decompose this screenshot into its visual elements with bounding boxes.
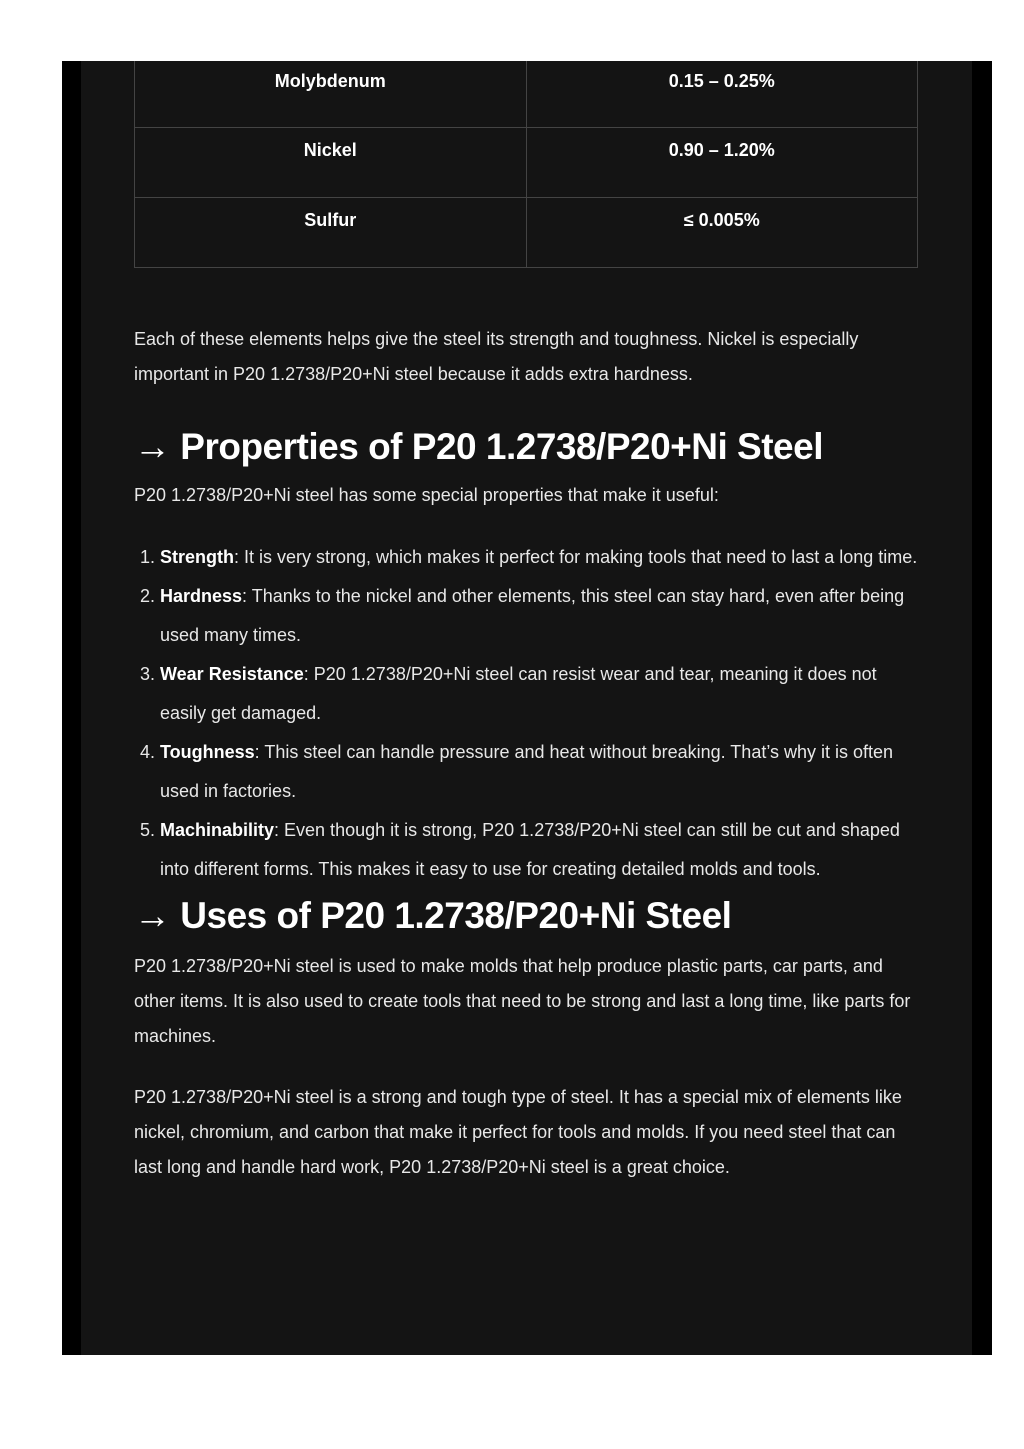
- uses-heading: → Uses of P20 1.2738/P20+Ni Steel: [134, 895, 732, 936]
- composition-table: [134, 61, 918, 268]
- item-text: : This steel can handle pressure and heat without breaking. That’s why it is often used in factories.: [160, 742, 894, 801]
- page-frame: [62, 61, 992, 1355]
- item-term: Strength: [160, 547, 234, 567]
- item-text: : It is very strong, which makes it perfect for making tools that need to last a long time.: [234, 547, 918, 567]
- properties-intro: P20 1.2738/P20+Ni steel has some special properties that make it useful:: [134, 485, 719, 505]
- item-term: Machinability: [160, 820, 275, 840]
- element-cell: Nickel: [135, 128, 527, 198]
- list-item: [160, 655, 918, 733]
- uses-paragraph: P20 1.2738/P20+Ni steel is used to make molds that help produce plastic parts, car parts, and other items. It is also used to create tools that need to be strong and last a long time, like parts for machines.: [134, 956, 911, 1046]
- properties-heading: → Properties of P20 1.2738/P20+Ni Steel: [134, 426, 823, 467]
- article-body: [81, 61, 972, 1355]
- item-text: : P20 1.2738/P20+Ni steel can resist wear and tear, meaning it does not easily get damaged.: [160, 664, 877, 723]
- conclusion-paragraph: P20 1.2738/P20+Ni steel is a strong and tough type of steel. It has a special mix of elements like nickel, chromium, and carbon that make it perfect for tools and molds. If you need steel that can last long and handle hard work, P20 1.2738/P20+Ni steel is a great choice.: [134, 1087, 902, 1177]
- list-item: [160, 733, 918, 811]
- range-cell: 0.90 – 1.20%: [526, 128, 918, 198]
- list-item: [160, 811, 918, 889]
- item-term: Hardness: [160, 586, 243, 606]
- element-cell: Sulfur: [135, 198, 527, 268]
- table-row: [135, 128, 918, 198]
- article-content: [134, 61, 918, 1185]
- item-text: : Thanks to the nickel and other elements, this steel can stay hard, even after being used many times.: [160, 586, 905, 645]
- item-term: Wear Resistance: [160, 664, 304, 684]
- properties-list: [134, 538, 918, 889]
- element-cell: Molybdenum: [135, 61, 527, 128]
- range-cell: ≤ 0.005%: [526, 198, 918, 268]
- item-term: Toughness: [160, 742, 255, 762]
- table-row: [135, 198, 918, 268]
- item-text: : Even though it is strong, P20 1.2738/P20+Ni steel can still be cut and shaped into different forms. This makes it easy to use for creating detailed molds and tools.: [160, 820, 900, 879]
- table-row: [135, 61, 918, 128]
- list-item: [160, 538, 918, 577]
- list-item: [160, 577, 918, 655]
- elements-paragraph: Each of these elements helps give the steel its strength and toughness. Nickel is especially important in P20 1.2738/P20+Ni steel because it adds extra hardness.: [134, 329, 859, 384]
- range-cell: 0.15 – 0.25%: [526, 61, 918, 128]
